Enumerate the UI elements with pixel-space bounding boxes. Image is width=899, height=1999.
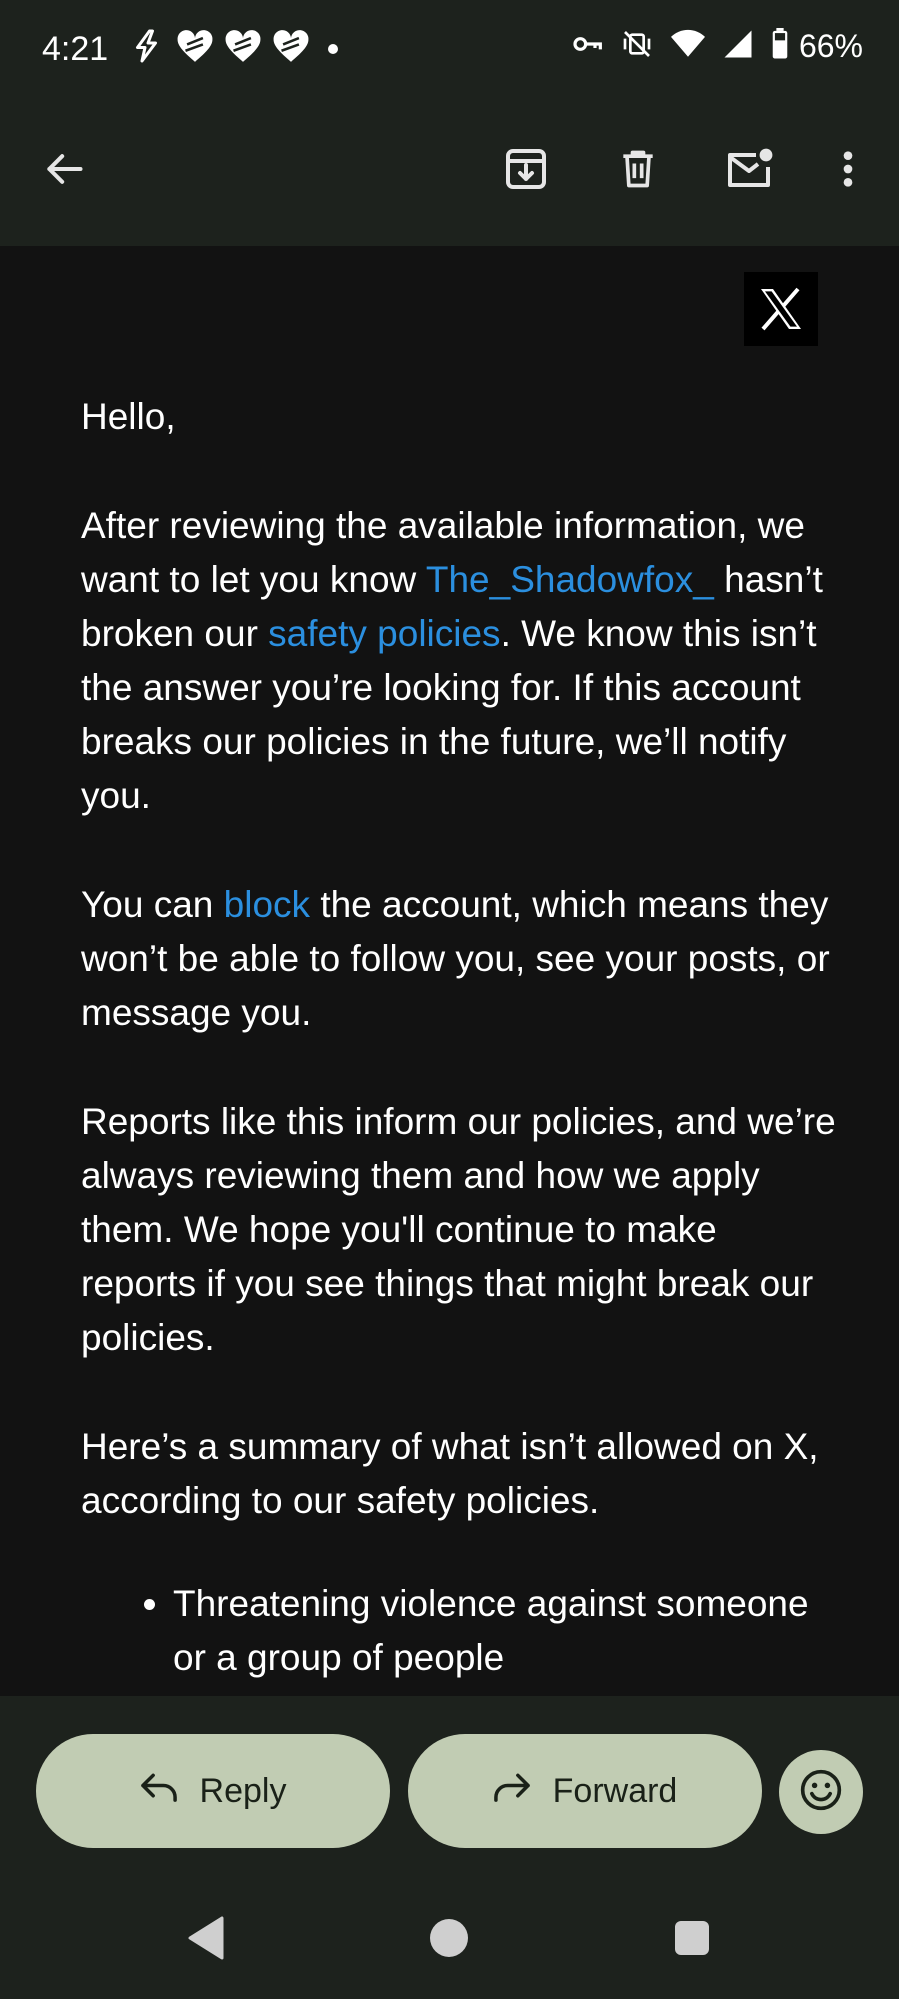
x-logo-icon [757, 287, 805, 331]
status-notification-icons [130, 28, 338, 69]
battery-icon [771, 28, 789, 65]
signal-icon [723, 29, 753, 64]
more-options-button[interactable] [812, 135, 884, 207]
archive-button[interactable] [490, 135, 562, 207]
nav-home-button[interactable] [421, 1910, 477, 1966]
system-navigation-bar [0, 1876, 899, 1999]
archive-icon [502, 145, 550, 198]
paragraph-text: the account, which means they won’t be able to follow you, see your posts, or message you. [81, 884, 830, 1033]
circle-home-icon [429, 1918, 469, 1958]
action-bar [0, 1696, 899, 1876]
forward-button[interactable] [408, 1734, 762, 1848]
reply-label: Reply [199, 1771, 287, 1810]
paragraph-review [81, 499, 841, 823]
status-time: 4:21 [42, 30, 109, 68]
email-text [81, 390, 841, 1685]
status-bar [0, 0, 899, 108]
mark-unread-button[interactable] [714, 135, 786, 207]
paragraph-block [81, 878, 841, 1040]
heart-icon [272, 28, 310, 69]
list-item: • Threatening violence against someone or a group of people [173, 1577, 841, 1685]
delete-icon [616, 145, 660, 198]
back-button[interactable] [28, 135, 100, 207]
nav-recents-button[interactable] [664, 1910, 720, 1966]
paragraph-summary: Here’s a summary of what isn’t allowed on X, according to our safety policies. [81, 1426, 819, 1521]
reply-button[interactable] [36, 1734, 390, 1848]
paragraph-text: After reviewing the available information, we want to let you know [81, 505, 805, 600]
greeting: Hello, [81, 396, 176, 437]
back-arrow-icon [42, 147, 86, 196]
email-body [0, 246, 899, 1696]
mark-unread-icon [724, 145, 776, 198]
reply-icon [140, 1772, 178, 1811]
x-logo [744, 272, 818, 346]
square-recents-icon [674, 1920, 710, 1956]
triangle-back-icon [186, 1916, 226, 1960]
block-link[interactable]: block [223, 884, 311, 925]
wifi-icon [671, 29, 705, 64]
paragraph-text: . We know this isn’t the answer you’re looking for. If this account breaks our policies in the future, we’ll notify you. [81, 613, 817, 816]
vpn-key-icon [571, 28, 603, 65]
emoji-reaction-button[interactable] [779, 1750, 863, 1834]
forward-icon [493, 1772, 531, 1811]
safety-policies-link[interactable]: safety policies [268, 613, 501, 654]
battery-percent: 66% [798, 28, 863, 64]
bolt-icon [130, 28, 166, 69]
forward-label: Forward [552, 1771, 678, 1810]
delete-button[interactable] [602, 135, 674, 207]
more-vert-icon [842, 149, 854, 194]
vibrate-off-icon [621, 28, 653, 65]
heart-icon [176, 28, 214, 69]
paragraph-text: hasn’t broken our [81, 559, 823, 654]
account-link[interactable]: The_Shadowfox_ [425, 559, 714, 600]
status-system-icons [571, 28, 863, 65]
nav-back-button[interactable] [178, 1910, 234, 1966]
smiley-icon [799, 1768, 843, 1817]
notification-dot-icon [328, 44, 338, 54]
paragraph-reports: Reports like this inform our policies, and we’re always reviewing them and how we apply them. We hope you'll continue to make reports if you see things that might break our policies. [81, 1101, 836, 1358]
heart-icon [224, 28, 262, 69]
paragraph-text: You can [81, 884, 224, 925]
policy-list [81, 1577, 841, 1685]
